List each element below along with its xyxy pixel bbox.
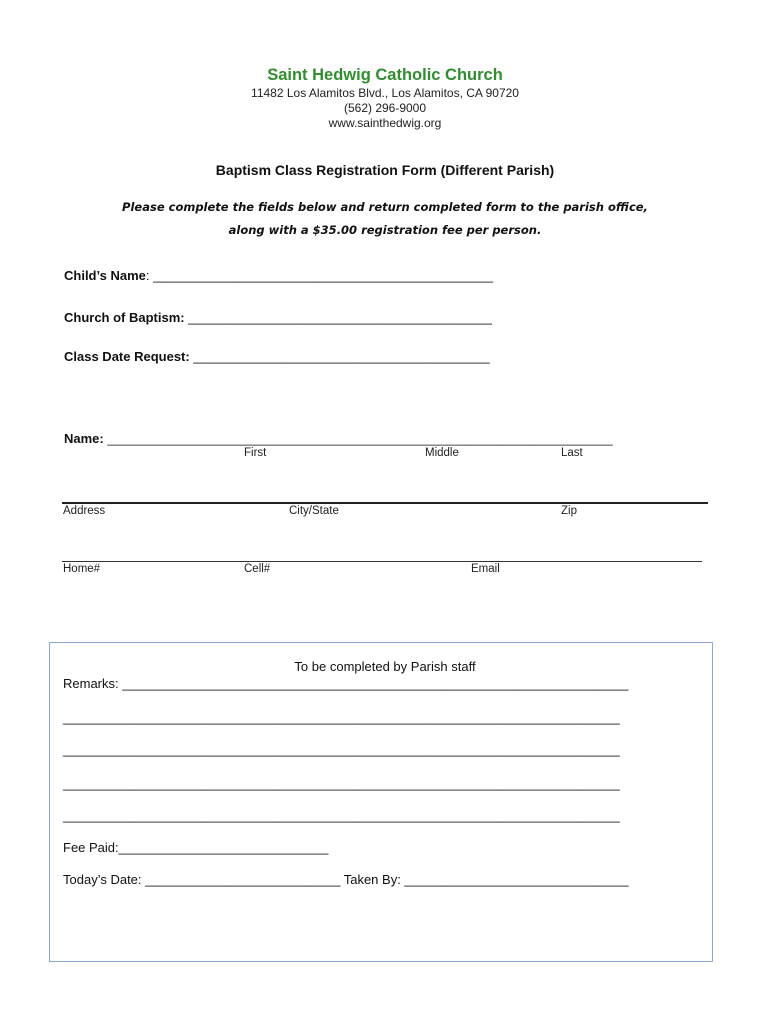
remarks-line-2[interactable]: _____________________________________________________________________________	[63, 710, 620, 725]
instruction-line-1: Please complete the fields below and return completed form to the parish office,	[122, 200, 648, 214]
church-phone: (562) 296-9000	[343, 101, 427, 115]
child-name-line[interactable]: _______________________________________________	[153, 268, 493, 283]
first-sublabel: First	[244, 447, 267, 459]
church-website[interactable]: www.sainthedwig.org	[328, 116, 442, 130]
remarks-line-3[interactable]: _____________________________________________________________________________	[63, 742, 620, 757]
class-date-line[interactable]: _________________________________________	[193, 349, 490, 364]
child-name-colon: :	[145, 268, 154, 283]
remarks-field[interactable]: Remarks: ______________________________________________________________________	[63, 676, 629, 691]
form-title: Baptism Class Registration Form (Different Parish)	[215, 162, 555, 178]
city-state-sublabel: City/State	[289, 505, 339, 517]
remarks-line-5[interactable]: _____________________________________________________________________________	[63, 808, 620, 823]
middle-sublabel: Middle	[425, 447, 459, 459]
class-date-field[interactable]	[64, 349, 490, 364]
church-address: 11482 Los Alamitos Blvd., Los Alamitos, CA 90720	[251, 86, 519, 100]
church-name: Saint Hedwig Catholic Church	[267, 66, 503, 84]
child-name-field[interactable]	[64, 268, 493, 283]
fee-paid-field[interactable]: Fee Paid:_____________________________	[63, 840, 329, 855]
cell-sublabel: Cell#	[244, 563, 271, 575]
church-of-baptism-label: Church of Baptism:	[64, 310, 189, 325]
church-of-baptism-line[interactable]: __________________________________________	[188, 310, 492, 325]
staff-heading: To be completed by Parish staff	[294, 659, 476, 674]
child-name-label: Child’s Name	[64, 268, 146, 283]
church-of-baptism-field[interactable]	[64, 310, 492, 325]
class-date-label: Class Date Request:	[64, 349, 194, 364]
instruction-line-2: along with a $35.00 registration fee per person.	[228, 223, 542, 237]
name-label: Name:	[64, 431, 108, 446]
zip-sublabel: Zip	[561, 505, 577, 517]
remarks-line-4[interactable]: _____________________________________________________________________________	[63, 776, 620, 791]
name-line[interactable]: _______________________________________________________________________________	[107, 434, 613, 446]
name-field[interactable]	[64, 431, 613, 446]
date-taken-by-field[interactable]: Today’s Date: ___________________________ Taken By: _______________________________	[63, 872, 629, 887]
home-sublabel: Home#	[63, 563, 101, 575]
address-line[interactable]	[62, 502, 708, 504]
contact-line[interactable]	[62, 561, 702, 562]
email-sublabel: Email	[471, 563, 500, 575]
last-sublabel: Last	[561, 447, 583, 459]
address-sublabel: Address	[63, 505, 106, 517]
